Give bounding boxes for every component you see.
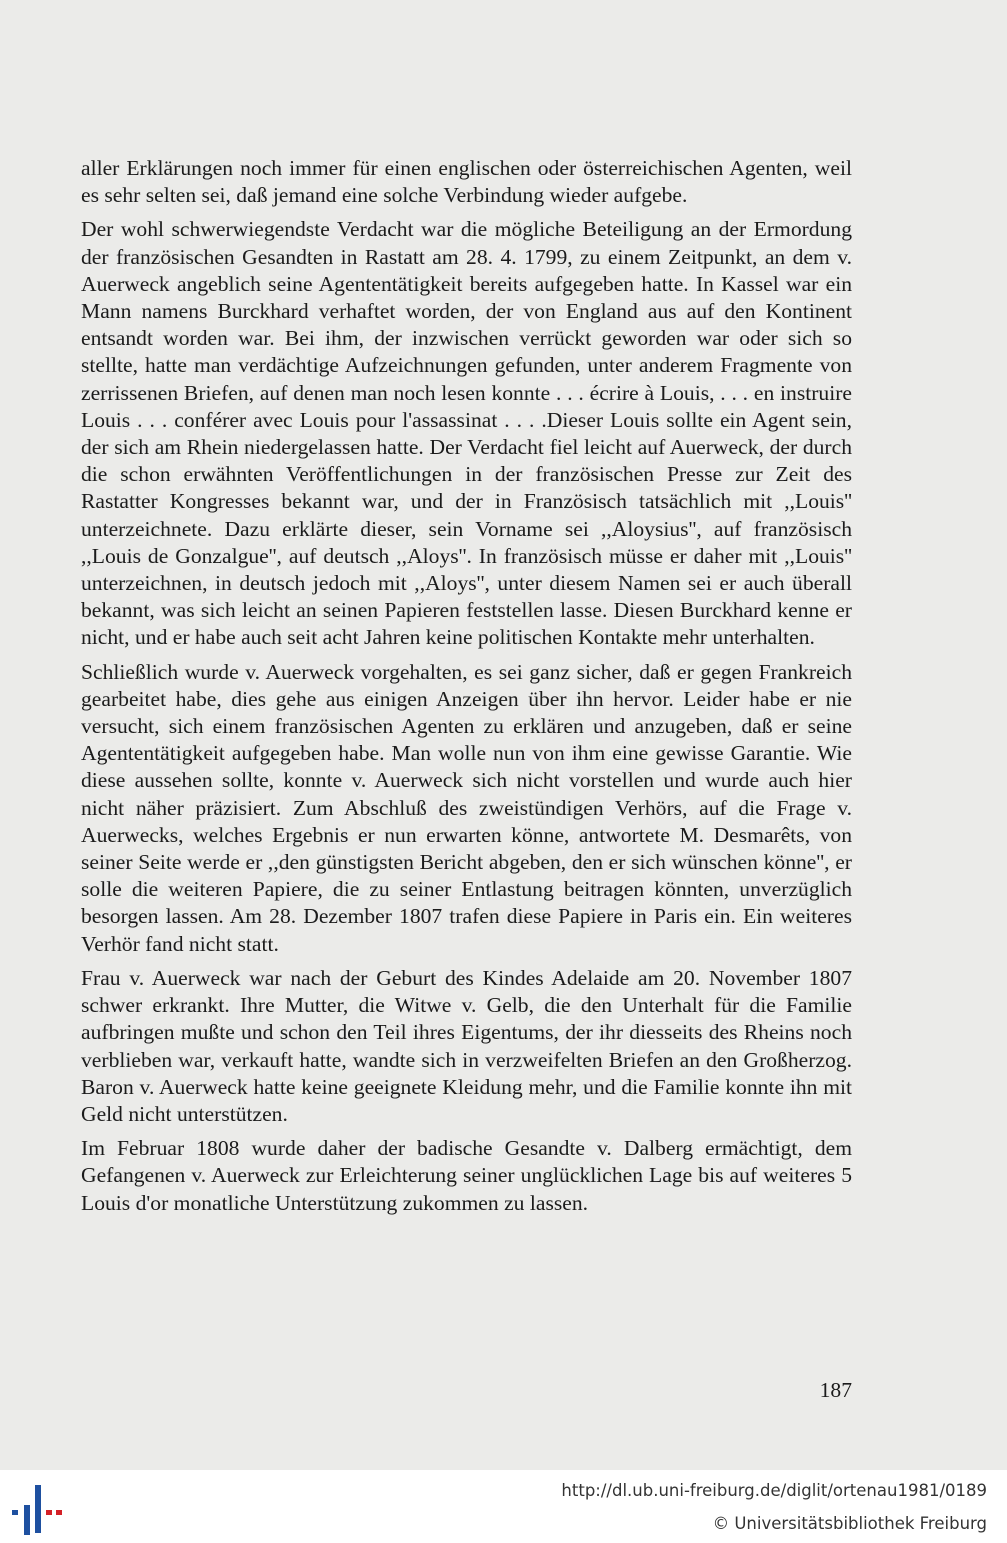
paragraph-4: Frau v. Auerweck war nach der Geburt des Kindes Adelaide am 20. November 1807 schwer erkrankt. Ihre Mutter, die Witwe v. Gelb, die den Unterhalt für die Familie aufbringen mußte und schon den Teil ihres Eigentums, der ihr diesseits des Rheins noch verblieben war, verkauft hatte, wandte sich in verzweifelten Briefen an den Großherzog. Baron v. Auerweck hatte keine geeignete Kleidung mehr, und die Familie konnte ihn mit Geld nicht unterstützen. bbox=[81, 965, 852, 1126]
paragraph-5: Im Februar 1808 wurde daher der badische Gesandte v. Dalberg ermächtigt, dem Gefangenen v. Auerweck zur Erleichterung seiner unglücklichen Lage bis auf weiteres 5 Louis d'or monatliche Unterstützung zukommen zu lassen. bbox=[81, 1136, 852, 1215]
paragraph-2: Der wohl schwerwiegendste Verdacht war die mögliche Beteiligung an der Ermordung der französischen Gesandten in Rastatt am 28. 4. 1799, zu einem Zeitpunkt, an dem v. Auerweck angeblich seine Agententätigkeit bereits aufgegeben hatte. In Kassel war ein Mann namens Burckhard verhaftet worden, der von England aus auf den Kontinent entsandt worden war. Bei ihm, der inzwischen verrückt geworden war oder sich so stellte, hatte man verdächtige Aufzeichnungen gefunden, unter anderem Fragmente von zerrissenen Briefen, auf denen man noch lesen konnte . . . écrire à Louis, . . . en instruire Louis . . . conférer avec Louis pour l'assassinat . . . .Dieser Louis sollte ein Agent sein, der sich am Rhein niedergelassen hatte. Der Verdacht fiel leicht auf Auerweck, der durch die schon erwähnten Veröffentlichungen in der französischen Presse zur Zeit des Rastatter Kongresses bekannt war, und der in Französisch tatsächlich mit ,,Louis'' unterzeichnete. Dazu erklärte dieser, sein Vorname sei ,,Aloysius'', auf französisch ,,Louis de Gonzalgue'', auf deutsch ,,Aloys''. In französisch müsse er daher mit ,,Louis'' unterzeichnen, in deutsch jedoch mit ,,Aloys'', unter diesem Namen sei er auch überall bekannt, was sich leicht an seinen Papieren feststellen lasse. Diesen Burckhard kenne er nicht, und er habe auch seit acht Jahren keine politischen Kontakte mehr unterhalten. bbox=[81, 217, 852, 650]
paragraph-3: Schließlich wurde v. Auerweck vorgehalten, es sei ganz sicher, daß er gegen Frankreich gearbeitet habe, dies gehe aus einigen Anzeigen über ihn hervor. Leider habe er nie versucht, sich einem französischen Agenten zu erklären und anzugeben, daß er seine Agententätigkeit aufgegeben habe. Man wolle nun von ihm eine gewisse Garantie. Wie diese aussehen sollte, konnte v. Auerweck sich nicht vorstellen und wurde auch hier nicht näher präzisiert. Zum Abschluß des zweistündigen Verhörs, auf die Frage v. Auerwecks, welches Ergebnis er nun erwarten könne, antwortete M. Desmarêts, von seiner Seite werde er ,,den günstigsten Bericht abgeben, den er sich wünschen könne'', er solle die weiteren Papiere, die zu seiner Entlastung beitragen könnten, unverzüglich besorgen lassen. Am 28. Dezember 1807 trafen diese Papiere in Paris ein. Ein weiteres Verhör fand nicht statt. bbox=[81, 659, 852, 956]
footer-copyright: © Universitätsbibliothek Freiburg bbox=[712, 1514, 987, 1533]
body-text bbox=[81, 155, 852, 1224]
footer-url-link[interactable]: http://dl.ub.uni-freiburg.de/diglit/ortenau1981/0189 bbox=[561, 1481, 987, 1500]
ub-freiburg-logo-icon bbox=[10, 1485, 64, 1537]
paragraph-1: aller Erklärungen noch immer für einen englischen oder österreichischen Agenten, weil es sehr selten sei, daß jemand eine solche Verbindung wieder aufgebe. bbox=[81, 156, 852, 208]
page-number: 187 bbox=[819, 1378, 852, 1402]
